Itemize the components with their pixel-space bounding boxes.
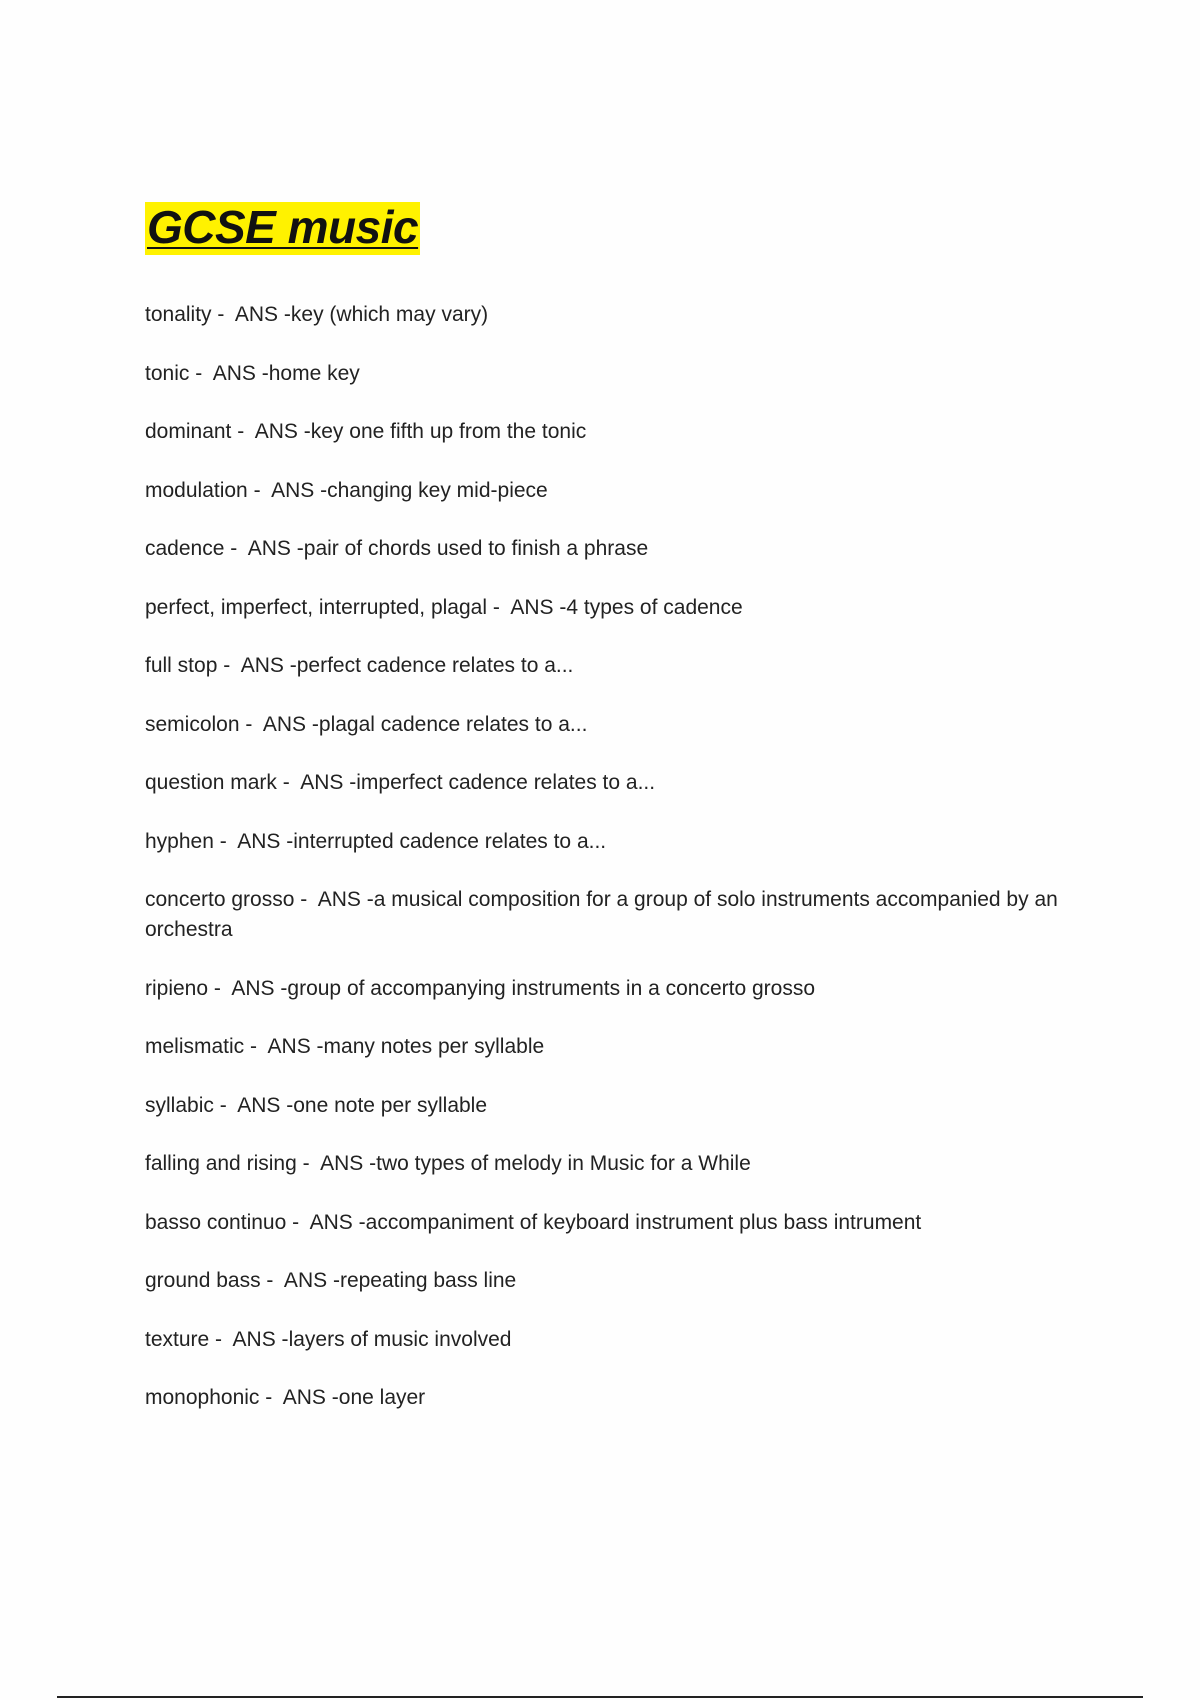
- separator: - ANS -: [231, 420, 311, 443]
- list-item: [145, 827, 1095, 857]
- list-item: [145, 1149, 1095, 1179]
- term: ground bass: [145, 1269, 261, 1292]
- term: full stop: [145, 654, 218, 677]
- term: melismatic: [145, 1035, 245, 1058]
- answer: perfect cadence relates to a...: [296, 654, 574, 677]
- term: monophonic: [145, 1386, 260, 1409]
- separator: - ANS -: [260, 1269, 340, 1292]
- term: modulation: [145, 478, 248, 502]
- answer: pair of chords used to finish a phrase: [303, 537, 649, 560]
- answer: home key: [268, 361, 360, 385]
- separator: - ANS -: [211, 303, 291, 326]
- list-item: [145, 1266, 1095, 1296]
- term: concerto grosso: [145, 888, 295, 911]
- list-item: [145, 974, 1095, 1004]
- answer: interrupted cadence relates to a...: [293, 829, 607, 853]
- term: tonic: [145, 361, 190, 385]
- answer: key one fifth up from the tonic: [310, 420, 587, 443]
- separator: - ANS -: [276, 771, 357, 794]
- answer: group of accompanying instruments in a concerto grosso: [287, 976, 816, 1000]
- answer: imperfect cadence relates to a...: [356, 771, 656, 794]
- list-item: [145, 593, 1095, 623]
- list-item: [145, 359, 1095, 389]
- separator: - ANS -: [244, 1035, 324, 1058]
- answer: 4 types of cadence: [566, 595, 743, 619]
- list-item: [145, 768, 1095, 798]
- bottom-divider: [57, 1696, 1143, 1698]
- term: dominant: [145, 420, 232, 443]
- separator: - ANS -: [217, 654, 297, 677]
- term: syllabic: [145, 1093, 214, 1117]
- title-block: [145, 202, 420, 255]
- list-item: [145, 534, 1095, 564]
- list-item: [145, 885, 1095, 945]
- list-item: [145, 1383, 1095, 1413]
- answer: two types of melody in Music for a While: [376, 1152, 751, 1175]
- qa-list: [145, 300, 1095, 1442]
- separator: - ANS -: [286, 1210, 366, 1234]
- answer: repeating bass line: [339, 1269, 517, 1292]
- list-item: [145, 1091, 1095, 1121]
- list-item: [145, 651, 1095, 681]
- separator: - ANS -: [487, 595, 567, 619]
- term: hyphen: [145, 829, 214, 853]
- answer: changing key mid-piece: [327, 478, 548, 502]
- answer: layers of music involved: [288, 1327, 512, 1351]
- answer: one layer: [338, 1386, 426, 1409]
- list-item: [145, 476, 1095, 506]
- answer: many notes per syllable: [323, 1035, 545, 1058]
- separator: - ANS -: [208, 976, 288, 1000]
- answer: one note per syllable: [293, 1093, 488, 1117]
- answer: plagal cadence relates to a...: [318, 712, 588, 736]
- separator: - ANS -: [259, 1386, 339, 1409]
- term: question mark: [145, 771, 277, 794]
- separator: - ANS -: [296, 1152, 377, 1175]
- term: texture: [145, 1327, 210, 1351]
- term: tonality: [145, 303, 212, 326]
- separator: - ANS -: [209, 1327, 289, 1351]
- answer: key (which may vary): [290, 303, 489, 326]
- term: basso continuo: [145, 1210, 287, 1234]
- separator: - ANS -: [213, 829, 294, 853]
- separator: - ANS -: [239, 712, 319, 736]
- term: semicolon: [145, 712, 240, 736]
- term: falling and rising: [145, 1152, 297, 1175]
- list-item: [145, 1032, 1095, 1062]
- separator: - ANS -: [247, 478, 328, 502]
- list-item: [145, 300, 1095, 330]
- separator: - ANS -: [189, 361, 269, 385]
- list-item: [145, 1325, 1095, 1355]
- list-item: [145, 1208, 1095, 1238]
- answer: a musical composition for a group of solo instruments accompanied by an orchestra: [145, 888, 1064, 941]
- answer: accompaniment of keyboard instrument plus bass intrument: [365, 1210, 922, 1234]
- separator: - ANS -: [294, 888, 374, 911]
- page-title: GCSE music: [147, 201, 419, 253]
- term: perfect, imperfect, interrupted, plagal: [145, 595, 488, 619]
- term: cadence: [145, 537, 225, 560]
- separator: - ANS -: [224, 537, 304, 560]
- separator: - ANS -: [213, 1093, 294, 1117]
- list-item: [145, 417, 1095, 447]
- term: ripieno: [145, 976, 209, 1000]
- list-item: [145, 710, 1095, 740]
